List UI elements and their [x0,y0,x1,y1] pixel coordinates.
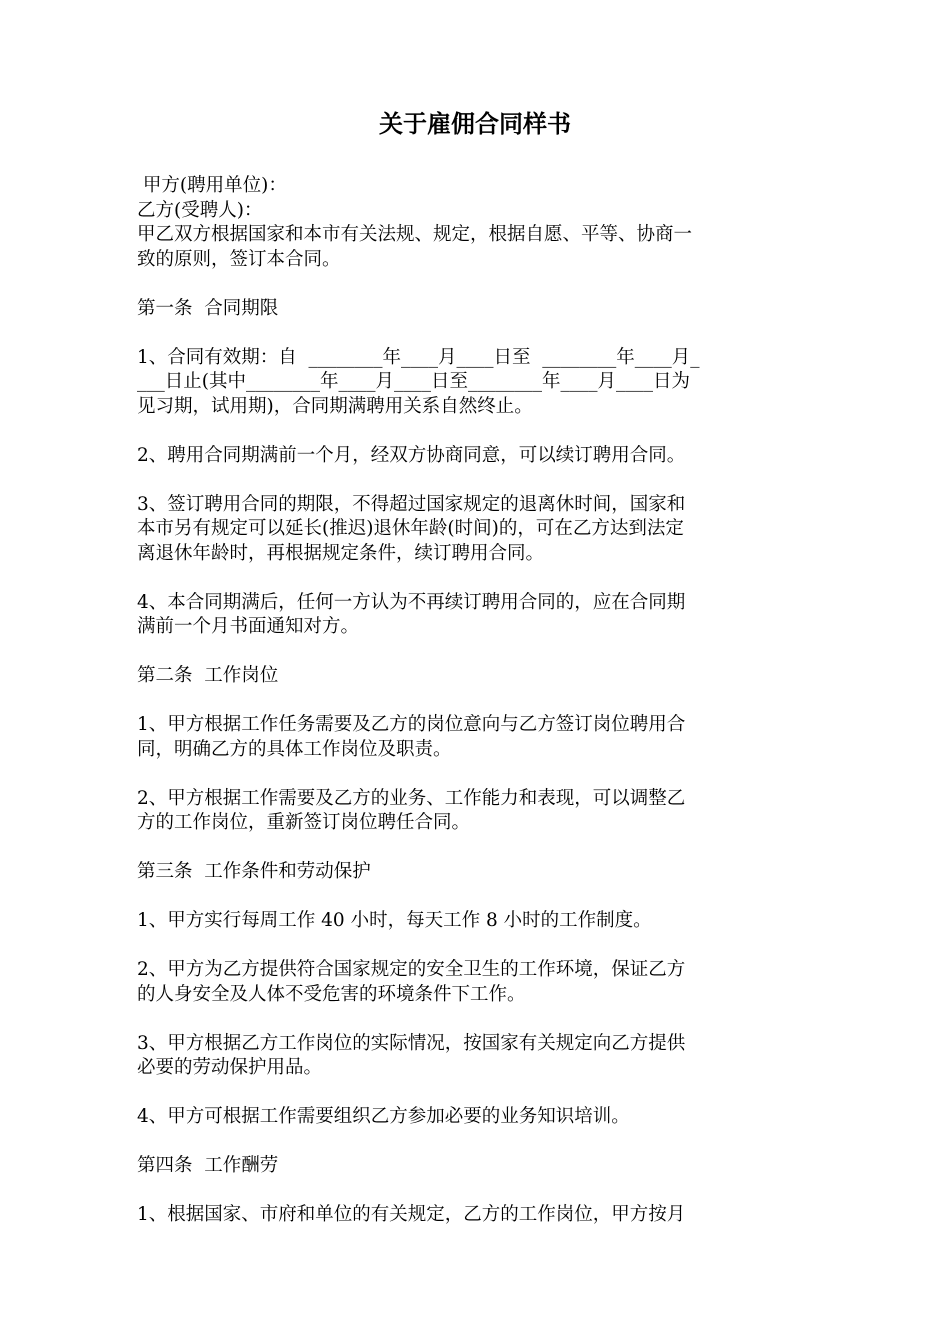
paragraph-gap [137,272,817,297]
article-1-clause-1-line: 见习期，试用期)，合同期满聘用关系自然终止。 [137,395,533,417]
preamble-line: 甲乙双方根据国家和本市有关法规、规定，根据自愿、平等、协商一 [137,224,693,245]
article-1-clause-3-line: 本市另有规定可以延长(推迟)退休年龄(时间)的，可在乙方达到法定 [137,518,684,539]
article-4-heading: 第四条 工作酬劳 [137,1155,279,1176]
preamble-line: 致的原则，签订本合同。 [137,248,341,270]
paragraph-gap [137,934,817,959]
article-1-clause-4-line: 满前一个月书面通知对方。 [137,616,360,637]
paragraph-gap [137,1081,817,1106]
article-1-clause-3-line: 3、签订聘用合同的期限，不得超过国家规定的退离休时间，国家和 [137,493,686,515]
article-3-clause-1-line: 1、甲方实行每周工作 40 小时，每天工作 8 小时的工作制度。 [137,910,652,931]
article-2-heading: 第二条 工作岗位 [137,665,279,686]
party-a-line: 甲方(聘用单位)： [137,175,287,196]
paragraph-gap [137,1130,817,1155]
document-body [137,174,817,1228]
article-2-clause-1-line: 同，明确乙方的具体工作岗位及职责。 [137,738,452,760]
paragraph-gap [137,1179,817,1204]
article-3-clause-3-line: 3、甲方根据乙方工作岗位的实际情况，按国家有关规定向乙方提供 [137,1032,686,1054]
party-b-line: 乙方(受聘人)： [137,199,263,221]
article-3-clause-2-line: 的人身安全及人体不受危害的环境条件下工作。 [137,983,526,1005]
paragraph-gap [137,640,817,665]
paragraph-gap [137,885,817,910]
paragraph-gap [137,689,817,714]
paragraph-gap [137,836,817,861]
paragraph-gap [137,321,817,346]
article-3-clause-4-line: 4、甲方可根据工作需要组织乙方参加必要的业务知识培训。 [137,1106,630,1127]
article-2-clause-2-line: 2、甲方根据工作需要及乙方的业务、工作能力和表现，可以调整乙 [137,787,686,809]
article-1-clause-3-line: 离退休年龄时，再根据规定条件，续订聘用合同。 [137,542,545,564]
article-1-clause-1-line: 1、合同有效期：自 ________年____月____日至 ________年____月_ [137,346,700,368]
article-3-clause-3-line: 必要的劳动保护用品。 [137,1057,323,1078]
paragraph-gap [137,468,817,493]
article-2-clause-1-line: 1、甲方根据工作任务需要及乙方的岗位意向与乙方签订岗位聘用合 [137,714,686,735]
paragraph-gap [137,1007,817,1032]
article-1-clause-1-line: ___日止(其中________年____月____日至________年____月____日为 [137,371,690,392]
article-2-clause-2-line: 方的工作岗位，重新签订岗位聘任合同。 [137,812,471,833]
article-3-clause-2-line: 2、甲方为乙方提供符合国家规定的安全卫生的工作环境，保证乙方 [137,959,686,980]
document-title: 关于雇佣合同样书 [379,110,571,138]
article-4-clause-1-line: 1、根据国家、市府和单位的有关规定，乙方的工作岗位，甲方按月 [137,1204,686,1225]
paragraph-gap [137,762,817,787]
paragraph-gap [137,419,817,444]
article-1-clause-2-line: 2、聘用合同期满前一个月，经双方协商同意，可以续订聘用合同。 [137,444,686,466]
article-3-heading: 第三条 工作条件和劳动保护 [137,861,371,882]
article-1-clause-4-line: 4、本合同期满后，任何一方认为不再续订聘用合同的，应在合同期 [137,591,686,613]
article-1-heading: 第一条 合同期限 [137,297,279,319]
paragraph-gap [137,566,817,591]
